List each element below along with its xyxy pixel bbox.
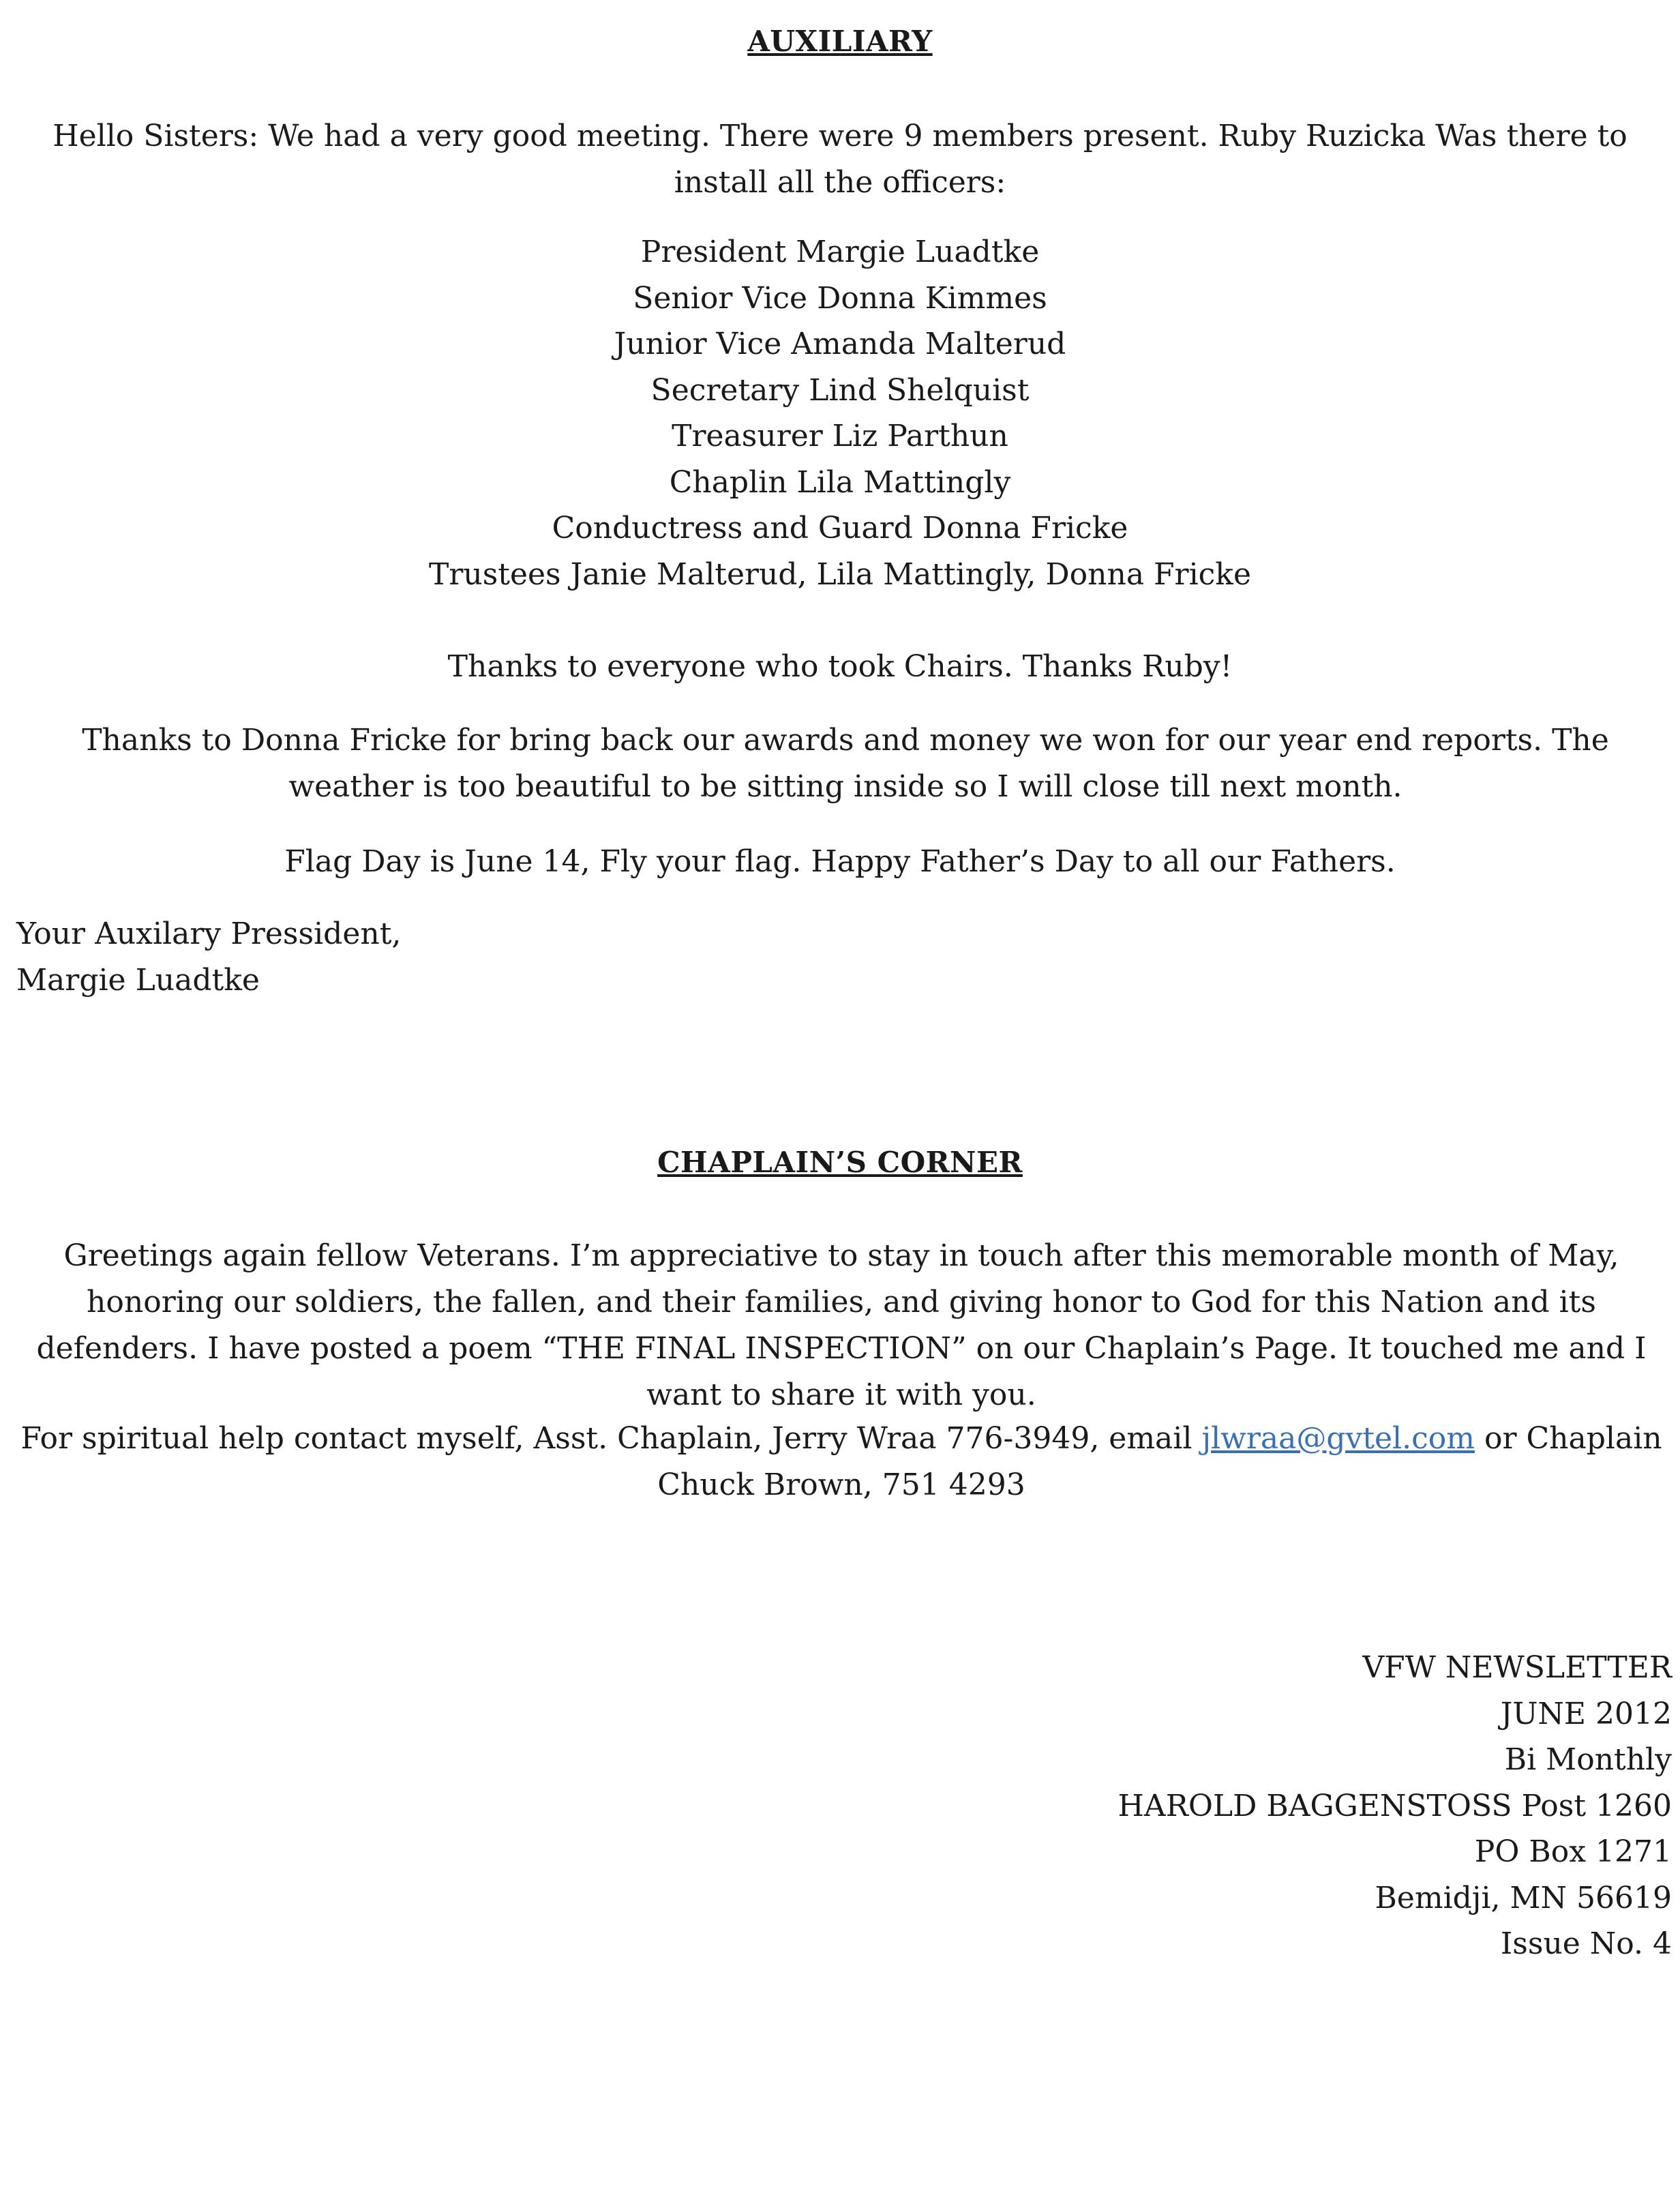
masthead-frequency: Bi Monthly [1504, 1742, 1672, 1777]
officer-trustees: Trustees Janie Malterud, Lila Mattingly, Donna Fricke [428, 556, 1252, 592]
contact-prefix: For spiritual help contact myself, Asst. Chaplain, Jerry Wraa 776-3949, email [20, 1421, 1202, 1456]
signoff-line: Your Auxilary Pressident, [16, 916, 402, 951]
officer-president: President Margie Luadtke [640, 235, 1040, 269]
chaplains-corner-heading: CHAPLAIN’S CORNER [657, 1146, 1023, 1179]
auxiliary-intro: Hello Sisters: We had a very good meeting. There were 9 members present. Ruby Ruzicka Was there to install all the officers: [52, 119, 1627, 200]
officer-senior-vice: Senior Vice Donna Kimmes [633, 280, 1047, 316]
thanks-donna-text: Thanks to Donna Fricke for bring back our awards and money we won for our year end reports. The weather is too beautiful to be sitting inside so I will close till next month. [82, 723, 1609, 804]
newsletter-masthead [1118, 1645, 1672, 1967]
flag-day-text: Flag Day is June 14, Fly your flag. Happy Father’s Day to all our Fathers. [284, 844, 1396, 879]
chaplain-contact [14, 1416, 1669, 1508]
contact-suffix: or Chaplain Chuck Brown, 751 4293 [657, 1421, 1662, 1502]
officer-conductress-guard: Conductress and Guard Donna Fricke [552, 511, 1128, 546]
officer-secretary: Secretary Lind Shelquist [650, 372, 1030, 408]
signature-block [16, 911, 401, 1004]
officers-list [0, 229, 1680, 597]
masthead-date: JUNE 2012 [1500, 1696, 1672, 1731]
thanks-chairs-text: Thanks to everyone who took Chairs. Thanks Ruby! [447, 649, 1233, 684]
auxiliary-heading: AUXILIARY [747, 25, 933, 58]
signer-name: Margie Luadtke [16, 963, 260, 998]
masthead-issue: Issue No. 4 [1500, 1926, 1672, 1961]
chaplain-greeting: Greetings again fellow Veterans. I’m appreciative to stay in touch after this memorable month of May, honoring our soldiers, the fallen, and their families, and giving honor to God for this Nation and its defenders. I have posted a poem “THE FINAL INSPECTION” on our Chaplain’s Page. It touched me and I want to share it with you. [36, 1238, 1647, 1412]
officer-junior-vice: Junior Vice Amanda Malterud [614, 327, 1066, 361]
officer-chaplin: Chaplin Lila Mattingly [669, 464, 1011, 500]
masthead-post: HAROLD BAGGENSTOSS Post 1260 [1118, 1788, 1672, 1823]
officer-treasurer: Treasurer Liz Parthun [672, 419, 1008, 453]
email-link[interactable]: jlwraa@gvtel.com [1201, 1421, 1475, 1456]
masthead-title: VFW NEWSLETTER [1362, 1650, 1672, 1685]
masthead-city: Bemidji, MN 56619 [1375, 1880, 1672, 1915]
masthead-po-box: PO Box 1271 [1474, 1834, 1672, 1869]
